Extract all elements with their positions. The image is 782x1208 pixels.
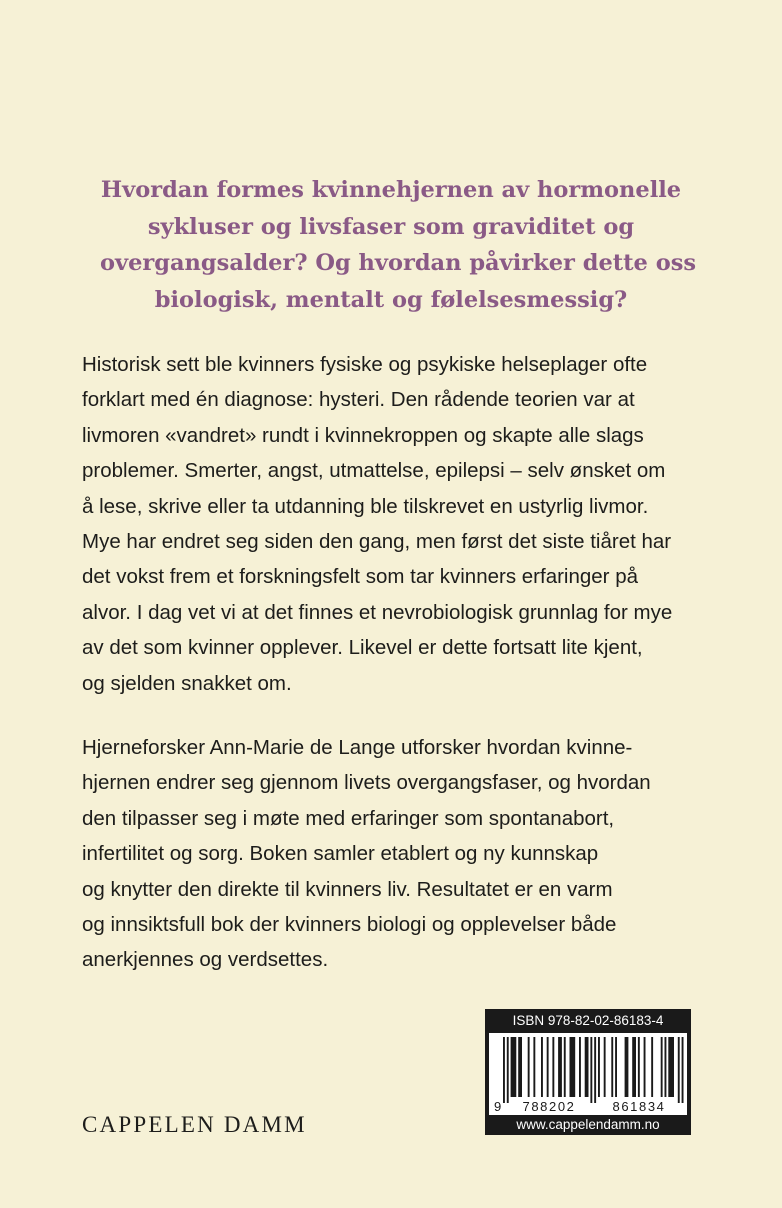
barcode [489,1033,687,1115]
barcode-bar [638,1037,640,1097]
barcode-bar [558,1037,562,1097]
barcode-bar [590,1037,592,1103]
text-line: hjernen endrer seg gjennom livets overgangsfaser, og hvordan [82,771,651,795]
barcode-bar [668,1037,674,1097]
body-paragraph-1 [82,347,722,701]
publisher-website: www.cappelendamm.no [516,1117,660,1132]
barcode-bar [611,1037,613,1097]
barcode-bar [682,1037,684,1103]
barcode-bar [598,1037,600,1097]
barcode-bar [541,1037,543,1097]
barcode-bar [547,1037,549,1097]
text-line: Mye har endret seg siden den gang, men først det siste tiåret har [82,530,672,554]
barcode-bar [632,1037,636,1097]
barcode-digit-group: 9 [494,1099,502,1114]
barcode-bar [625,1037,629,1097]
text-line: anerkjennes og verdsettes. [82,948,329,972]
text-line: livmoren «vandret» rundt i kvinnekroppen og skapte alle slags [82,423,644,447]
barcode-bar [503,1037,505,1103]
barcode-bar [585,1037,589,1097]
barcode-digit-group: 788202 [522,1099,576,1114]
text-line: og innsiktsfull bok der kvinners biologi og opplevelser både [82,913,617,937]
isbn-barcode-box [485,1009,691,1135]
barcode-bar [604,1037,606,1097]
barcode-bar [678,1037,680,1103]
headline-line: overgangsalder? Og hvordan påvirker dette oss [100,250,697,276]
text-line: det vokst frem et forskningsfelt som tar kvinners erfaringer på [82,565,639,589]
text-line: og knytter den direkte til kvinners liv. Resultatet er en varm [82,877,613,901]
barcode-bars [489,1033,687,1115]
text-line: og sjelden snakket om. [82,671,292,695]
headline-line: Hvordan formes kvinnehjernen av hormonelle [100,177,682,203]
barcode-bar [528,1037,530,1097]
barcode-bar [651,1037,653,1097]
barcode-bar [594,1037,596,1103]
headline-line: sykluser og livsfaser som graviditet og [147,213,635,240]
barcode-bar [615,1037,617,1097]
text-line: den tilpasser seg i møte med erfaringer som spontanabort, [82,806,615,830]
barcode-bar [552,1037,554,1097]
isbn-label: ISBN 978-82-02-86183-4 [512,1013,664,1028]
text-line: av det som kvinner opplever. Likevel er dette fortsatt lite kjent, [82,636,643,660]
barcode-bar [564,1037,566,1097]
text-line: infertilitet og sorg. Boken samler etablert og ny kunnskap [82,842,599,866]
text-line: forklart med én diagnose: hysteri. Den rådende teorien var at [82,388,635,412]
publisher-logo: CAPPELEN DAMM [82,1112,307,1137]
barcode-digit-group: 861834 [612,1099,666,1114]
text-line: Historisk sett ble kvinners fysiske og psykiske helseplager ofte [82,353,648,376]
body-paragraph-2 [82,730,722,978]
barcode-bar [533,1037,535,1097]
barcode-bar [518,1037,522,1097]
barcode-bar [511,1037,517,1097]
text-line: å lese, skrive eller ta utdanning ble tilskrevet en ustyrlig livmor. [82,494,649,518]
barcode-bar [644,1037,646,1097]
text-line: Hjerneforsker Ann-Marie de Lange utforsker hvordan kvinne- [82,736,633,759]
barcode-bar [579,1037,581,1097]
text-line: alvor. I dag vet vi at det finnes et nevrobiologisk grunnlag for mye [82,600,673,624]
text-line: problemer. Smerter, angst, utmattelse, epilepsi – selv ønsket om [82,459,666,483]
headline [100,172,697,318]
barcode-bar [661,1037,663,1097]
headline-line: biologisk, mentalt og følelsesmessig? [154,286,628,313]
barcode-bar [570,1037,576,1097]
barcode-bar [665,1037,667,1097]
barcode-bar [507,1037,509,1103]
